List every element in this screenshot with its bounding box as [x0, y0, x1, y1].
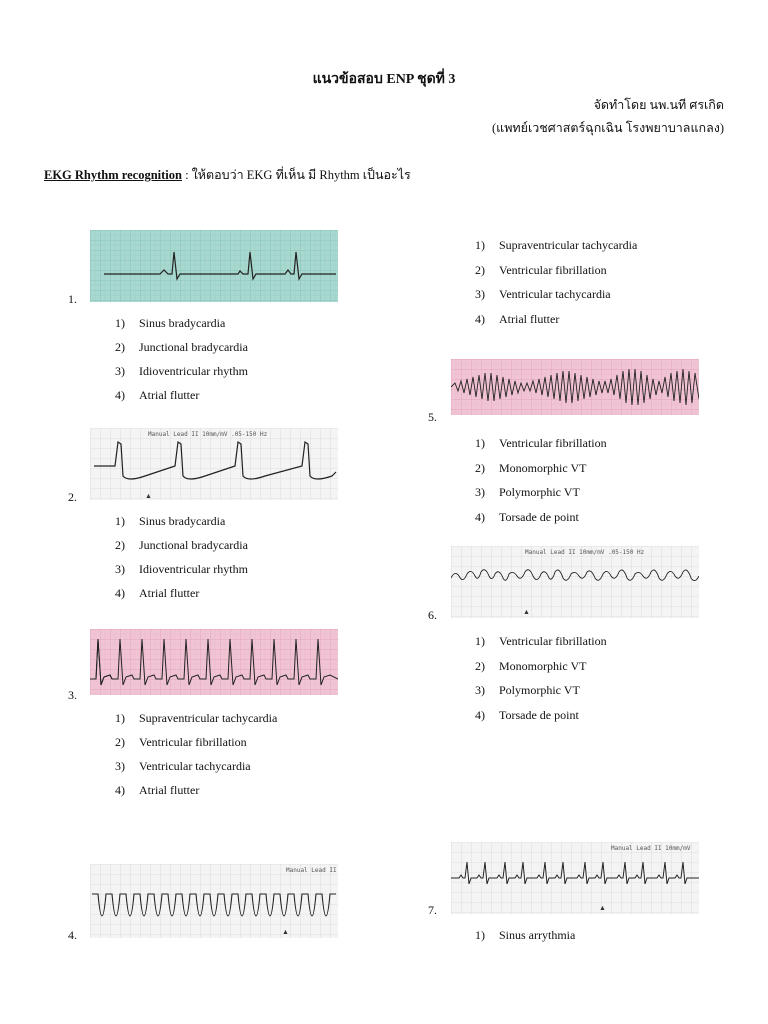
option-1-1[interactable] — [115, 316, 248, 340]
option-5-4[interactable] — [475, 510, 607, 535]
option-1-3[interactable] — [115, 364, 248, 388]
option-label: 4) — [475, 707, 485, 722]
question-number-7: 7. — [428, 903, 437, 917]
option-text: Atrial flutter — [499, 311, 560, 326]
option-text: Ventricular tachycardia — [499, 287, 611, 301]
ekg-strip-5-graphic — [451, 359, 699, 415]
ekg-strip-5 — [451, 359, 699, 415]
option-5-3[interactable] — [475, 485, 607, 510]
option-1-2[interactable] — [115, 340, 248, 364]
ekg-strip-2-label: Manual Lead II 10mm/mV .05-150 Hz — [148, 431, 268, 438]
option-3-4[interactable] — [115, 783, 277, 807]
option-2-4[interactable] — [115, 586, 248, 610]
option-text: Idioventricular rhythm — [139, 562, 248, 576]
ekg-strip-6 — [451, 546, 699, 618]
ekg-strip-7-graphic — [451, 842, 699, 914]
ekg-strip-2-graphic — [90, 428, 338, 500]
option-5-1[interactable] — [475, 436, 607, 461]
ekg-strip-3 — [90, 629, 338, 695]
option-label: 3) — [475, 485, 485, 499]
option-3-2[interactable] — [115, 735, 277, 759]
option-label: 1) — [475, 634, 485, 648]
option-text: Junctional bradycardia — [139, 538, 248, 552]
option-text: Torsade de point — [499, 509, 579, 524]
option-label: 3) — [115, 759, 125, 773]
question-number-3: 3. — [68, 688, 77, 702]
author-line: จัดทำโดย นพ.นที ศรเกิด — [593, 98, 724, 112]
option-text: Idioventricular rhythm — [139, 364, 248, 378]
option-label: 1) — [475, 436, 485, 450]
option-label: 2) — [475, 460, 485, 475]
ekg-strip-3-graphic — [90, 629, 338, 695]
option-label: 1) — [475, 238, 485, 252]
question-number-5: 5. — [428, 410, 437, 424]
option-label: 3) — [475, 287, 485, 301]
ekg-strip-6-label: Manual Lead II 10mm/mV .05-150 Hz — [525, 549, 645, 556]
ekg-strip-7-label: Manual Lead II 10mm/mV — [611, 845, 691, 852]
option-3-3[interactable] — [115, 759, 277, 783]
ekg-strip-6-graphic — [451, 546, 699, 618]
option-text: Monomorphic VT — [499, 658, 587, 673]
question-6-options — [475, 634, 607, 732]
option-text: Polymorphic VT — [499, 683, 580, 697]
option-2-2[interactable] — [115, 538, 248, 562]
ekg-marker: ▲ — [145, 492, 152, 500]
option-7-1[interactable] — [475, 928, 575, 953]
section-heading — [44, 165, 411, 185]
question-5-options — [475, 436, 607, 534]
option-text: Sinus bradycardia — [139, 514, 226, 528]
ekg-strip-7 — [451, 842, 699, 914]
question-3-options — [115, 711, 277, 807]
option-text: Polymorphic VT — [499, 485, 580, 499]
section-instruction: : ให้ตอบว่า EKG ที่เห็น มี Rhythm เป็นอะไร — [181, 168, 411, 182]
option-text: Supraventricular tachycardia — [139, 711, 278, 725]
option-label: 4) — [475, 311, 485, 326]
option-4-2[interactable] — [475, 263, 637, 288]
option-text: Atrial flutter — [139, 388, 200, 402]
option-label: 4) — [115, 388, 125, 402]
option-text: Torsade de point — [499, 707, 579, 722]
ekg-strip-1 — [90, 230, 338, 302]
option-label: 2) — [115, 538, 125, 552]
question-1-options — [115, 316, 248, 412]
option-text: Atrial flutter — [139, 586, 200, 600]
question-number-6: 6. — [428, 608, 437, 622]
option-6-2[interactable] — [475, 659, 607, 684]
option-label: 2) — [475, 658, 485, 673]
question-2-options — [115, 514, 248, 610]
option-label: 1) — [115, 514, 125, 528]
option-4-3[interactable] — [475, 287, 637, 312]
option-text: Junctional bradycardia — [139, 340, 248, 354]
option-2-3[interactable] — [115, 562, 248, 586]
ekg-marker: ▲ — [523, 608, 530, 616]
ekg-marker: ▲ — [282, 928, 289, 936]
affiliation-line: (แพทย์เวชศาสตร์ฉุกเฉิน โรงพยาบาลแกลง) — [491, 121, 724, 135]
option-text: Ventricular fibrillation — [139, 735, 247, 749]
option-label: 4) — [115, 783, 125, 797]
option-label: 3) — [115, 364, 125, 378]
option-4-4[interactable] — [475, 312, 637, 337]
option-label: 4) — [115, 586, 125, 600]
ekg-marker: ▲ — [599, 904, 606, 912]
option-5-2[interactable] — [475, 461, 607, 486]
ekg-strip-4 — [90, 864, 338, 938]
option-2-1[interactable] — [115, 514, 248, 538]
option-6-3[interactable] — [475, 683, 607, 708]
option-label: 1) — [475, 928, 485, 942]
option-6-1[interactable] — [475, 634, 607, 659]
question-4-options — [475, 238, 637, 336]
option-text: Ventricular tachycardia — [139, 759, 251, 773]
option-label: 3) — [475, 683, 485, 697]
question-7-options — [475, 928, 575, 953]
option-1-4[interactable] — [115, 388, 248, 412]
option-label: 1) — [115, 711, 125, 725]
option-text: Supraventricular tachycardia — [499, 238, 638, 252]
option-text: Sinus bradycardia — [139, 316, 226, 330]
option-3-1[interactable] — [115, 711, 277, 735]
option-label: 2) — [115, 735, 125, 749]
ekg-strip-4-label: Manual Lead II — [286, 867, 337, 874]
question-number-2: 2. — [68, 490, 77, 504]
section-heading-title: EKG Rhythm recognition — [44, 168, 182, 182]
ekg-strip-2 — [90, 428, 338, 500]
option-6-4[interactable] — [475, 708, 607, 733]
option-text: Sinus arrythmia — [499, 928, 576, 942]
question-number-4: 4. — [68, 928, 77, 942]
option-text: Atrial flutter — [139, 783, 200, 797]
option-label: 2) — [475, 262, 485, 277]
option-text: Ventricular fibrillation — [499, 436, 607, 450]
option-4-1[interactable] — [475, 238, 637, 263]
page-title: แนวข้อสอบ ENP ชุดที่ 3 — [312, 72, 456, 87]
option-label: 1) — [115, 316, 125, 330]
option-label: 2) — [115, 340, 125, 354]
ekg-strip-4-graphic — [90, 864, 338, 938]
option-text: Ventricular fibrillation — [499, 262, 607, 277]
option-text: Monomorphic VT — [499, 460, 587, 475]
ekg-strip-1-graphic — [90, 230, 338, 302]
option-label: 4) — [475, 509, 485, 524]
option-text: Ventricular fibrillation — [499, 634, 607, 648]
option-label: 3) — [115, 562, 125, 576]
question-number-1: 1. — [68, 292, 77, 306]
